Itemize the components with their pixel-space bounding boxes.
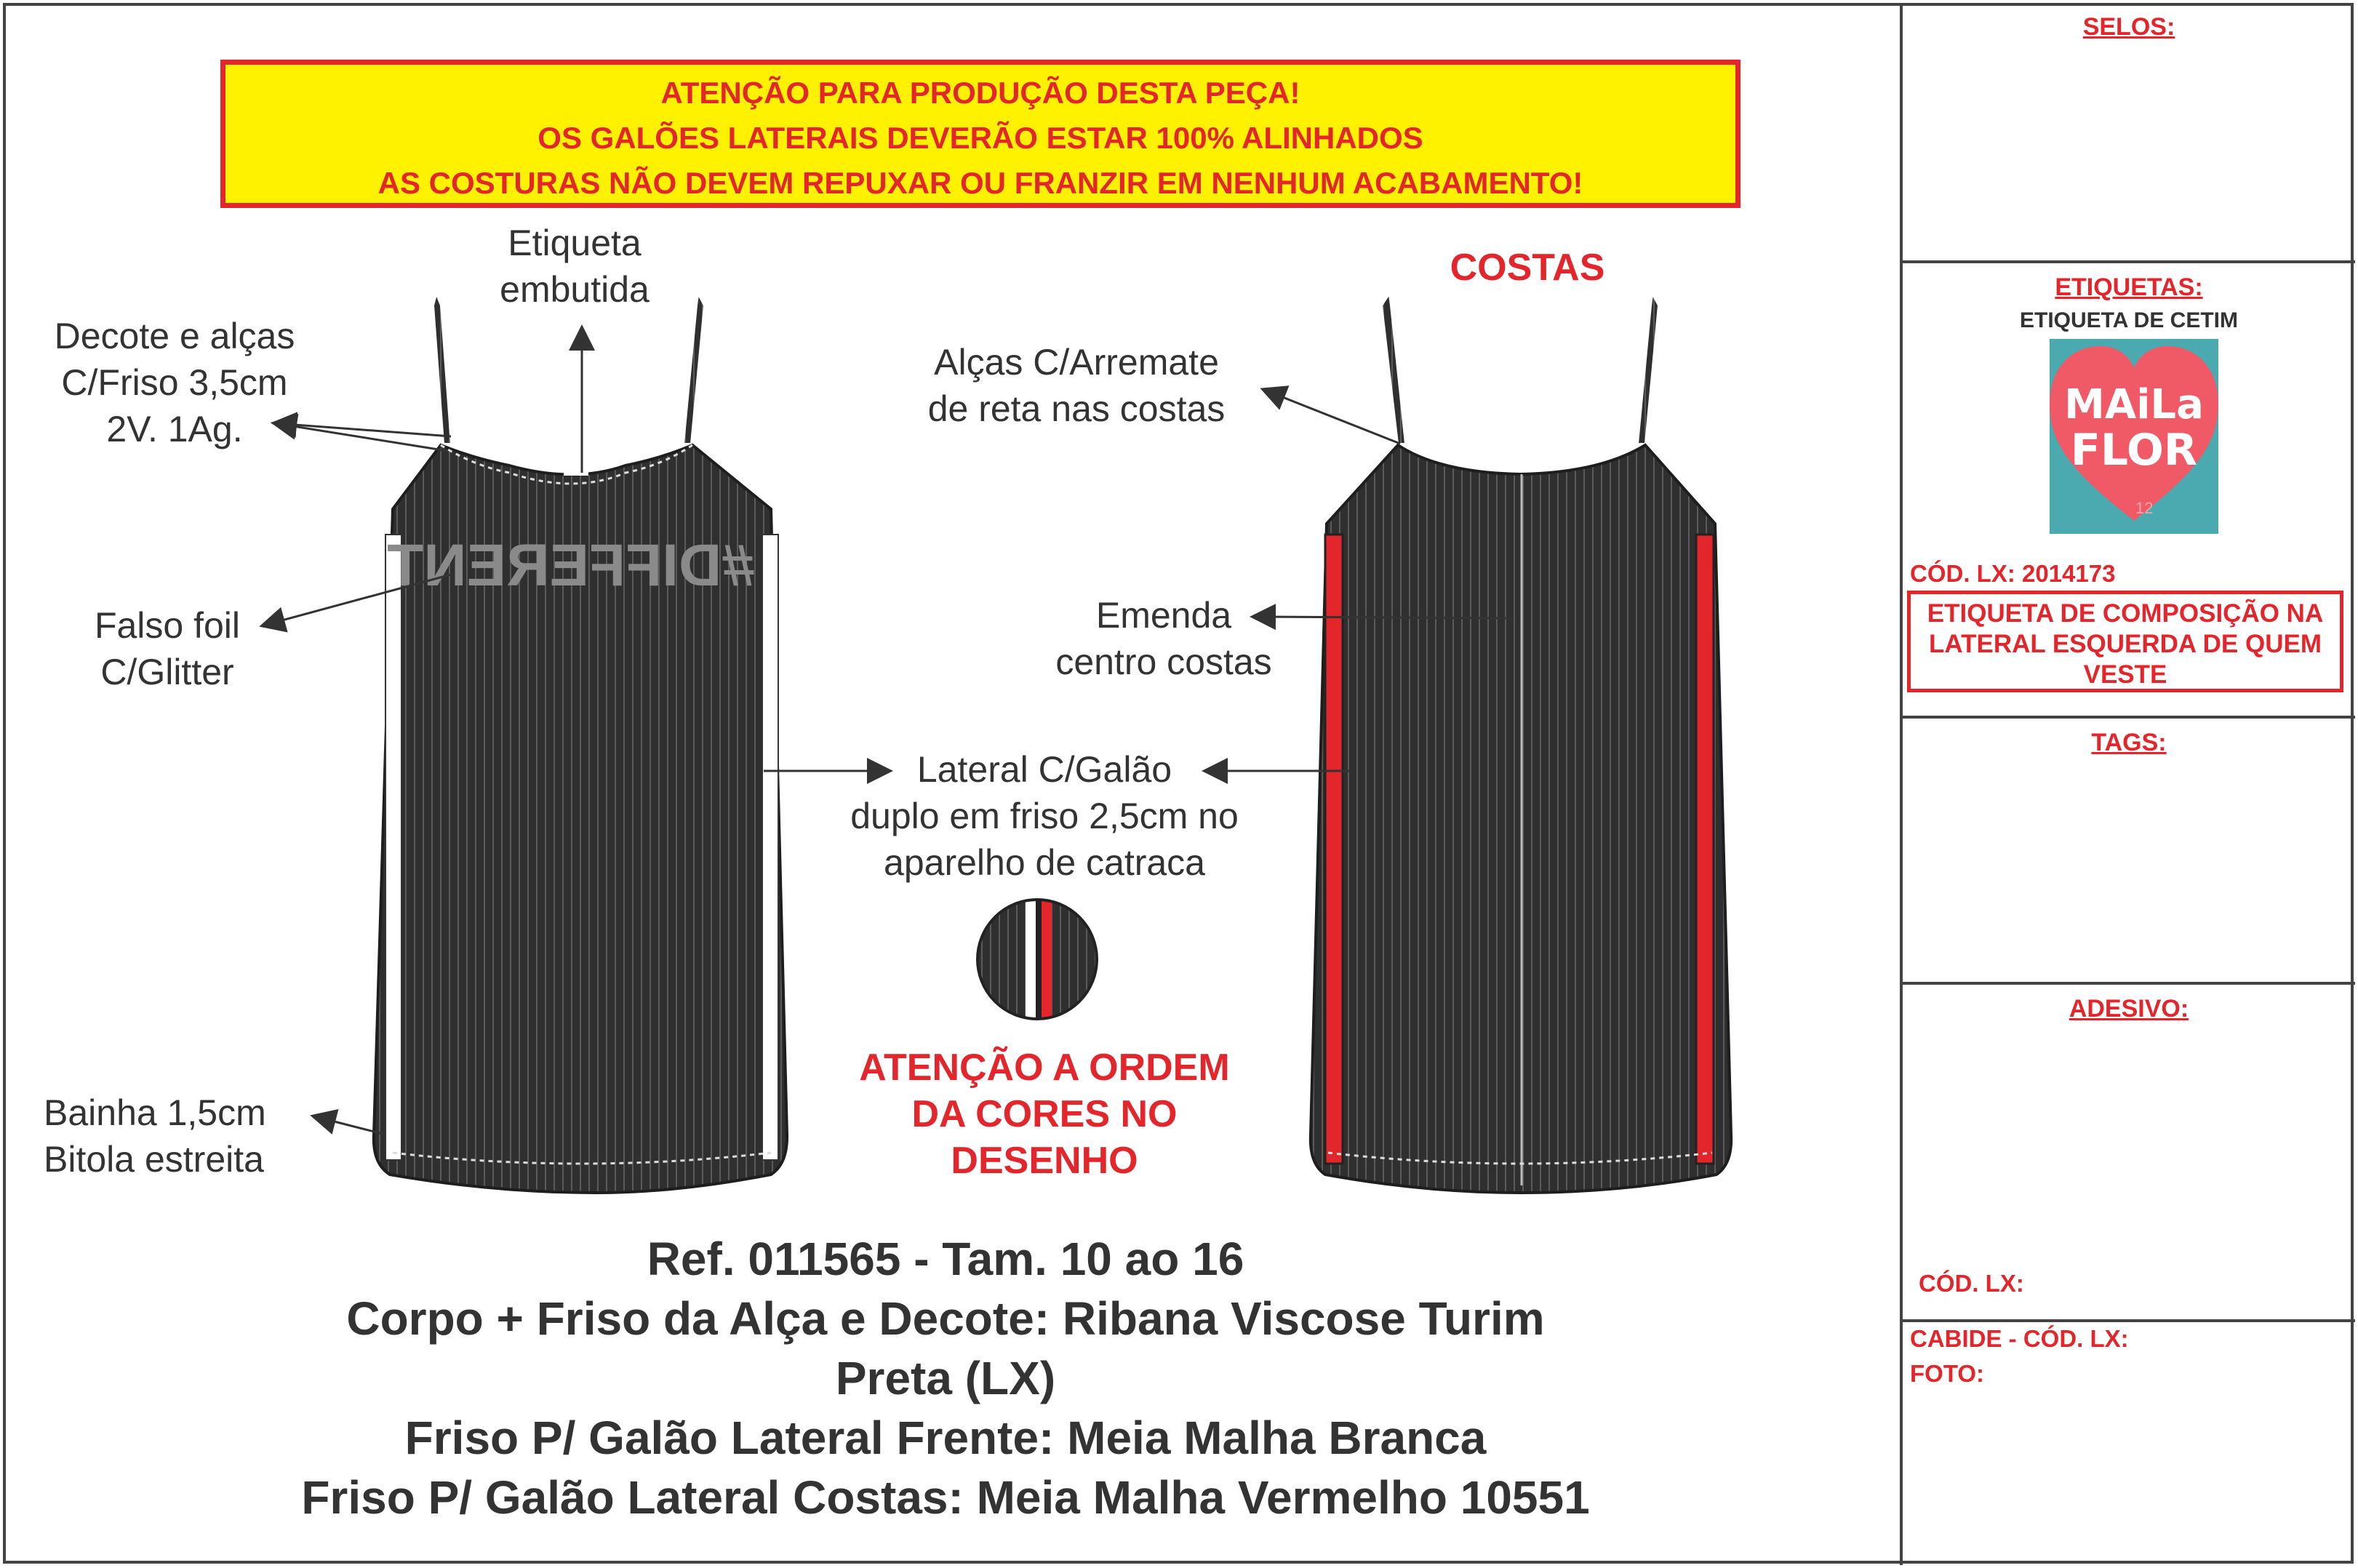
etiqueta-cetim-label: ETIQUETA DE CETIM [2020, 308, 2238, 332]
foto-label: FOTO: [1910, 1360, 1985, 1387]
selos-title: SELOS: [2082, 13, 2175, 41]
logo-text-maila: MAiLa [2064, 381, 2204, 428]
section-selos [1903, 3, 2355, 263]
spec-reference: Ref. 011565 - Tam. 10 ao 16 [647, 1233, 1244, 1285]
arrow-alcas [1264, 390, 1400, 444]
etiqueta-embutida-tag [564, 468, 588, 476]
logo-size-number: 12 [2135, 499, 2154, 517]
label-lateral-galao: Lateral C/Galão duplo em friso 2,5cm no aparelho de catraca [850, 749, 1239, 883]
attention-color-order: ATENÇÃO A ORDEM DA CORES NO DESENHO [859, 1047, 1230, 1182]
cod-lx-etiqueta: CÓD. LX: 2014173 [1910, 560, 2116, 587]
spec-body-fabric-color: Preta (LX) [835, 1352, 1056, 1404]
trim-color-swatch [975, 895, 1106, 1025]
section-cabide [1903, 1322, 2355, 1565]
label-bainha: Bainha 1,5cm Bitola estreita [44, 1092, 266, 1180]
adesivo-title: ADESIVO: [2069, 995, 2189, 1023]
front-print-different: #DIFFERENT [387, 532, 755, 599]
label-etiqueta-embutida: Etiqueta embutida [500, 223, 650, 310]
front-side-trim-left [385, 535, 401, 1160]
cabide-cod-lx: CABIDE - CÓD. LX: [1910, 1325, 2129, 1352]
label-emenda-centro: Emenda centro costas [1055, 595, 1272, 682]
spec-back-trim: Friso P/ Galão Lateral Costas: Meia Malha Vermelho 10551 [301, 1471, 1590, 1524]
front-strap-left [433, 295, 451, 444]
warning-line-2: OS GALÕES LATERAIS DEVERÃO ESTAR 100% ALINHADOS [537, 121, 1423, 155]
label-alcas-arremate: Alças C/Arremate de reta nas costas [927, 342, 1226, 429]
sidebar [1900, 3, 2355, 1565]
etiquetas-title: ETIQUETAS: [2055, 273, 2203, 301]
cod-lx-adesivo: CÓD. LX: [1919, 1270, 2024, 1297]
back-side-trim-left [1325, 535, 1343, 1164]
logo-text-flor: FLOR [2070, 425, 2198, 476]
back-garment [1311, 295, 1731, 1193]
spec-body-fabric: Corpo + Friso da Alça e Decote: Ribana Viscose Turim [346, 1292, 1545, 1345]
back-side-trim-right [1696, 535, 1714, 1164]
spec-block [240, 1229, 1651, 1527]
front-garment [374, 295, 787, 1193]
label-decote-alcas: Decote e alças C/Friso 3,5cm 2V. 1Ag. [54, 316, 295, 449]
spec-front-trim: Friso P/ Galão Lateral Frente: Meia Malha Branca [404, 1412, 1487, 1464]
front-strap-right [684, 295, 704, 444]
section-tags [1903, 719, 2355, 985]
maila-flor-logo [2050, 339, 2218, 534]
composition-label-note: ETIQUETA DE COMPOSIÇÃO NA LATERAL ESQUERDA DE QUEM VESTE [1907, 591, 2343, 692]
back-strap-right [1638, 295, 1658, 444]
warning-line-1: ATENÇÃO PARA PRODUÇÃO DESTA PEÇA! [660, 76, 1300, 110]
warning-line-3: AS COSTURAS NÃO DEVEM REPUXAR OU FRANZIR EM NENHUM ACABAMENTO! [377, 166, 1583, 200]
back-strap-left [1382, 295, 1405, 444]
front-side-trim-right [762, 535, 778, 1160]
label-falso-foil: Falso foil C/Glitter [94, 605, 241, 692]
section-adesivo [1903, 985, 2355, 1322]
tags-title: TAGS: [2091, 729, 2167, 756]
back-view-title: COSTAS [1450, 247, 1605, 289]
